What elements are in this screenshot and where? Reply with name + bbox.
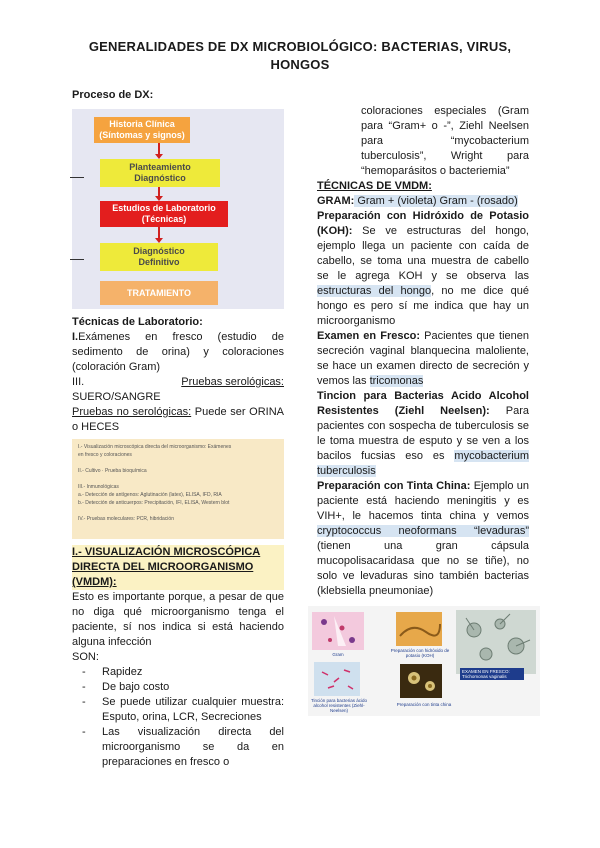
item-text: Exámenes en fresco (estudio de sedimento de orina) y coloraciones (coloración Gram)	[72, 331, 284, 373]
flow-marker-line	[70, 259, 84, 260]
flow-box-line: (Técnicas)	[141, 214, 187, 224]
trichomonas-image	[456, 610, 536, 674]
no-sero-text: Puede ser ORINA o HECES	[72, 406, 284, 433]
mini-doc-line: IV.- Pruebas moleculares: PCR, hibridación	[78, 516, 174, 522]
koh-heading: Preparación con Hidróxido de Potasio (KOH):	[317, 210, 529, 237]
flow-box-planteamiento	[100, 159, 220, 187]
flow-box-line: (Síntomas y signos)	[99, 130, 185, 140]
gram-stain-image	[312, 612, 364, 650]
tinta-china-image	[400, 664, 442, 698]
item-text: Pruebas serológicas:	[181, 376, 284, 388]
mini-doc-line: en fresco y coloraciones	[78, 452, 132, 458]
fresco-paragraph	[317, 329, 529, 389]
down-arrow-icon	[158, 187, 160, 197]
fresco-caption: EXAMEN EN FRESCO: Trichomonas vaginalis	[460, 668, 524, 680]
flow-box-line: Estudios de Laboratorio	[112, 203, 216, 213]
right-column	[317, 104, 529, 599]
microscopy-photos	[308, 606, 540, 716]
diagnosis-flowchart	[72, 109, 284, 309]
tincion-paragraph	[317, 389, 529, 479]
koh-highlight: estructuras del hongo	[317, 285, 432, 297]
mini-doc-line	[78, 459, 278, 467]
tecnica-item-3	[72, 375, 284, 390]
mini-doc-line	[78, 507, 278, 515]
china-paragraph	[317, 479, 529, 599]
flow-box-line: Diagnóstico	[134, 173, 186, 183]
gram-text: Gram + (violeta) Gram - (rosado)	[354, 195, 518, 207]
list-item: - Las visualización directa del microorganismo se da en preparaciones en fresco o	[72, 725, 284, 770]
flow-box-line: TRATAMIENTO	[127, 287, 191, 298]
mini-doc-line: b.- Detección de anticuerpos: Precipitación, IFI, ELISA, Western blot	[78, 500, 230, 506]
flow-marker-line	[70, 177, 84, 178]
down-arrow-icon	[158, 227, 160, 239]
flow-box-tratamiento	[100, 281, 218, 305]
down-arrow-icon	[158, 143, 160, 155]
ziehl-neelsen-image	[314, 662, 360, 696]
tincion-caption: Tinción para bacterias ácido alcohol resistentes (Ziehl-Neelsen)	[310, 698, 368, 713]
list-item: - Rapidez	[72, 665, 284, 680]
tincion-heading: Tincion para Bacterias Acido Alcohol Resistentes (Ziehl Neelsen):	[317, 390, 529, 417]
list-item: - Se puede utilizar cualquier muestra: Esputo, orina, LCR, Secreciones	[72, 695, 284, 725]
china-highlight: cryptococcus neoformans “levaduras”	[317, 525, 529, 537]
flow-box-line: Historia Clínica	[109, 119, 175, 129]
koh-text: Se ve estructuras del hongo, ejemplo llega un paciente con caída de cabello, se toma una muestra de cabello se le agrega KOH y se observa las	[317, 225, 529, 282]
gram-caption: Gram	[332, 652, 344, 657]
son-label: SON:	[72, 651, 99, 663]
no-sero-label: Pruebas no serológicas:	[72, 406, 192, 418]
item-number: I.	[72, 331, 79, 343]
no-serologicas	[72, 405, 284, 435]
koh-paragraph	[317, 209, 529, 329]
mini-doc-line: II.- Cultivo · Prueba bioquímica	[78, 468, 147, 474]
tincion-text: Para pacientes con sospecha de tuberculosis se le toma muestra de esputo y se ven a los bacilos fucsias eso es	[317, 405, 529, 462]
item-3-value: SUERO/SANGRE	[72, 391, 161, 403]
item-number: III.	[72, 376, 85, 388]
mini-doc-line: I.- Visualización microscópica directa del microorganismo: Exámenes	[78, 444, 232, 450]
tecnicas-vmdm-heading: TÉCNICAS DE VMDM:	[317, 180, 432, 192]
china-text: Ejemplo un paciente está haciendo meningitis y es VIH+, le hacemos tinta china y vemos	[317, 480, 529, 522]
gram-line	[317, 194, 529, 209]
fresco-heading: Examen en Fresco:	[317, 330, 420, 342]
fresco-text: Pacientes que tienen secreción vaginal blanquecina maloliente, se hace un examen directo de secreción y vemos las	[317, 330, 529, 387]
koh-caption: Preparación con hidróxido de potasio (KOH)	[390, 648, 450, 658]
flow-box-diagnostico	[100, 243, 218, 271]
continuation-text: coloraciones especiales (Gram para “Gram+ o -”, Ziehl Neelsen para “mycobacterium tuberculosis”, Wright para “hemoparásitos o bacteriemia”	[361, 105, 529, 177]
china-heading: Preparación con Tinta China:	[317, 480, 471, 492]
china-text: (tienen una gran cápsula mucopolisacaridasa que no se tiñe), no solo ve levaduras sino también bacterias (klebsiella pneumoniae)	[317, 540, 529, 597]
proceso-heading: Proceso de DX:	[72, 89, 154, 101]
left-column	[72, 88, 284, 770]
tincion-highlight: mycobacterium tuberculosis	[317, 450, 529, 477]
flow-box-historia	[94, 117, 190, 143]
flow-box-line: Diagnóstico	[133, 246, 185, 256]
section-1-text: Esto es importante porque, a pesar de que no diga qué microorganismo tenga el paciente, sí nos indica si está haciendo alguna infección	[72, 591, 284, 648]
mini-doc-line: a.- Detección de antígenos: Aglutinación (latex), ELISA, IFD, RIA	[78, 492, 222, 498]
flow-box-line: Planteamiento	[129, 162, 191, 172]
koh-image	[396, 612, 442, 646]
mini-doc-line	[78, 475, 278, 483]
tecnicas-heading: Técnicas de Laboratorio:	[72, 316, 203, 328]
fresco-highlight: tricomonas	[369, 375, 424, 387]
koh-text: , no me dice qué hongo es pero sí me indica que hay un microorganismo	[317, 285, 529, 327]
flow-box-line: Definitivo	[138, 257, 180, 267]
flow-box-estudios	[100, 201, 228, 227]
page-title: GENERALIDADES DE DX MICROBIOLÓGICO: BACTERIAS, VIRUS, HONGOS	[88, 39, 512, 72]
tecnica-item-1	[72, 330, 284, 375]
embedded-document-image	[72, 439, 284, 539]
gram-label: GRAM:	[317, 195, 355, 207]
china-caption: Preparación con tinta china	[396, 702, 452, 707]
son-list	[72, 665, 284, 770]
mini-doc-line: III.- Inmunológicas	[78, 484, 119, 490]
section-1-heading: I.- VISUALIZACIÓN MICROSCÓPICA DIRECTA DEL MICROORGANISMO (VMDM):	[72, 545, 284, 590]
list-item: - De bajo costo	[72, 680, 284, 695]
